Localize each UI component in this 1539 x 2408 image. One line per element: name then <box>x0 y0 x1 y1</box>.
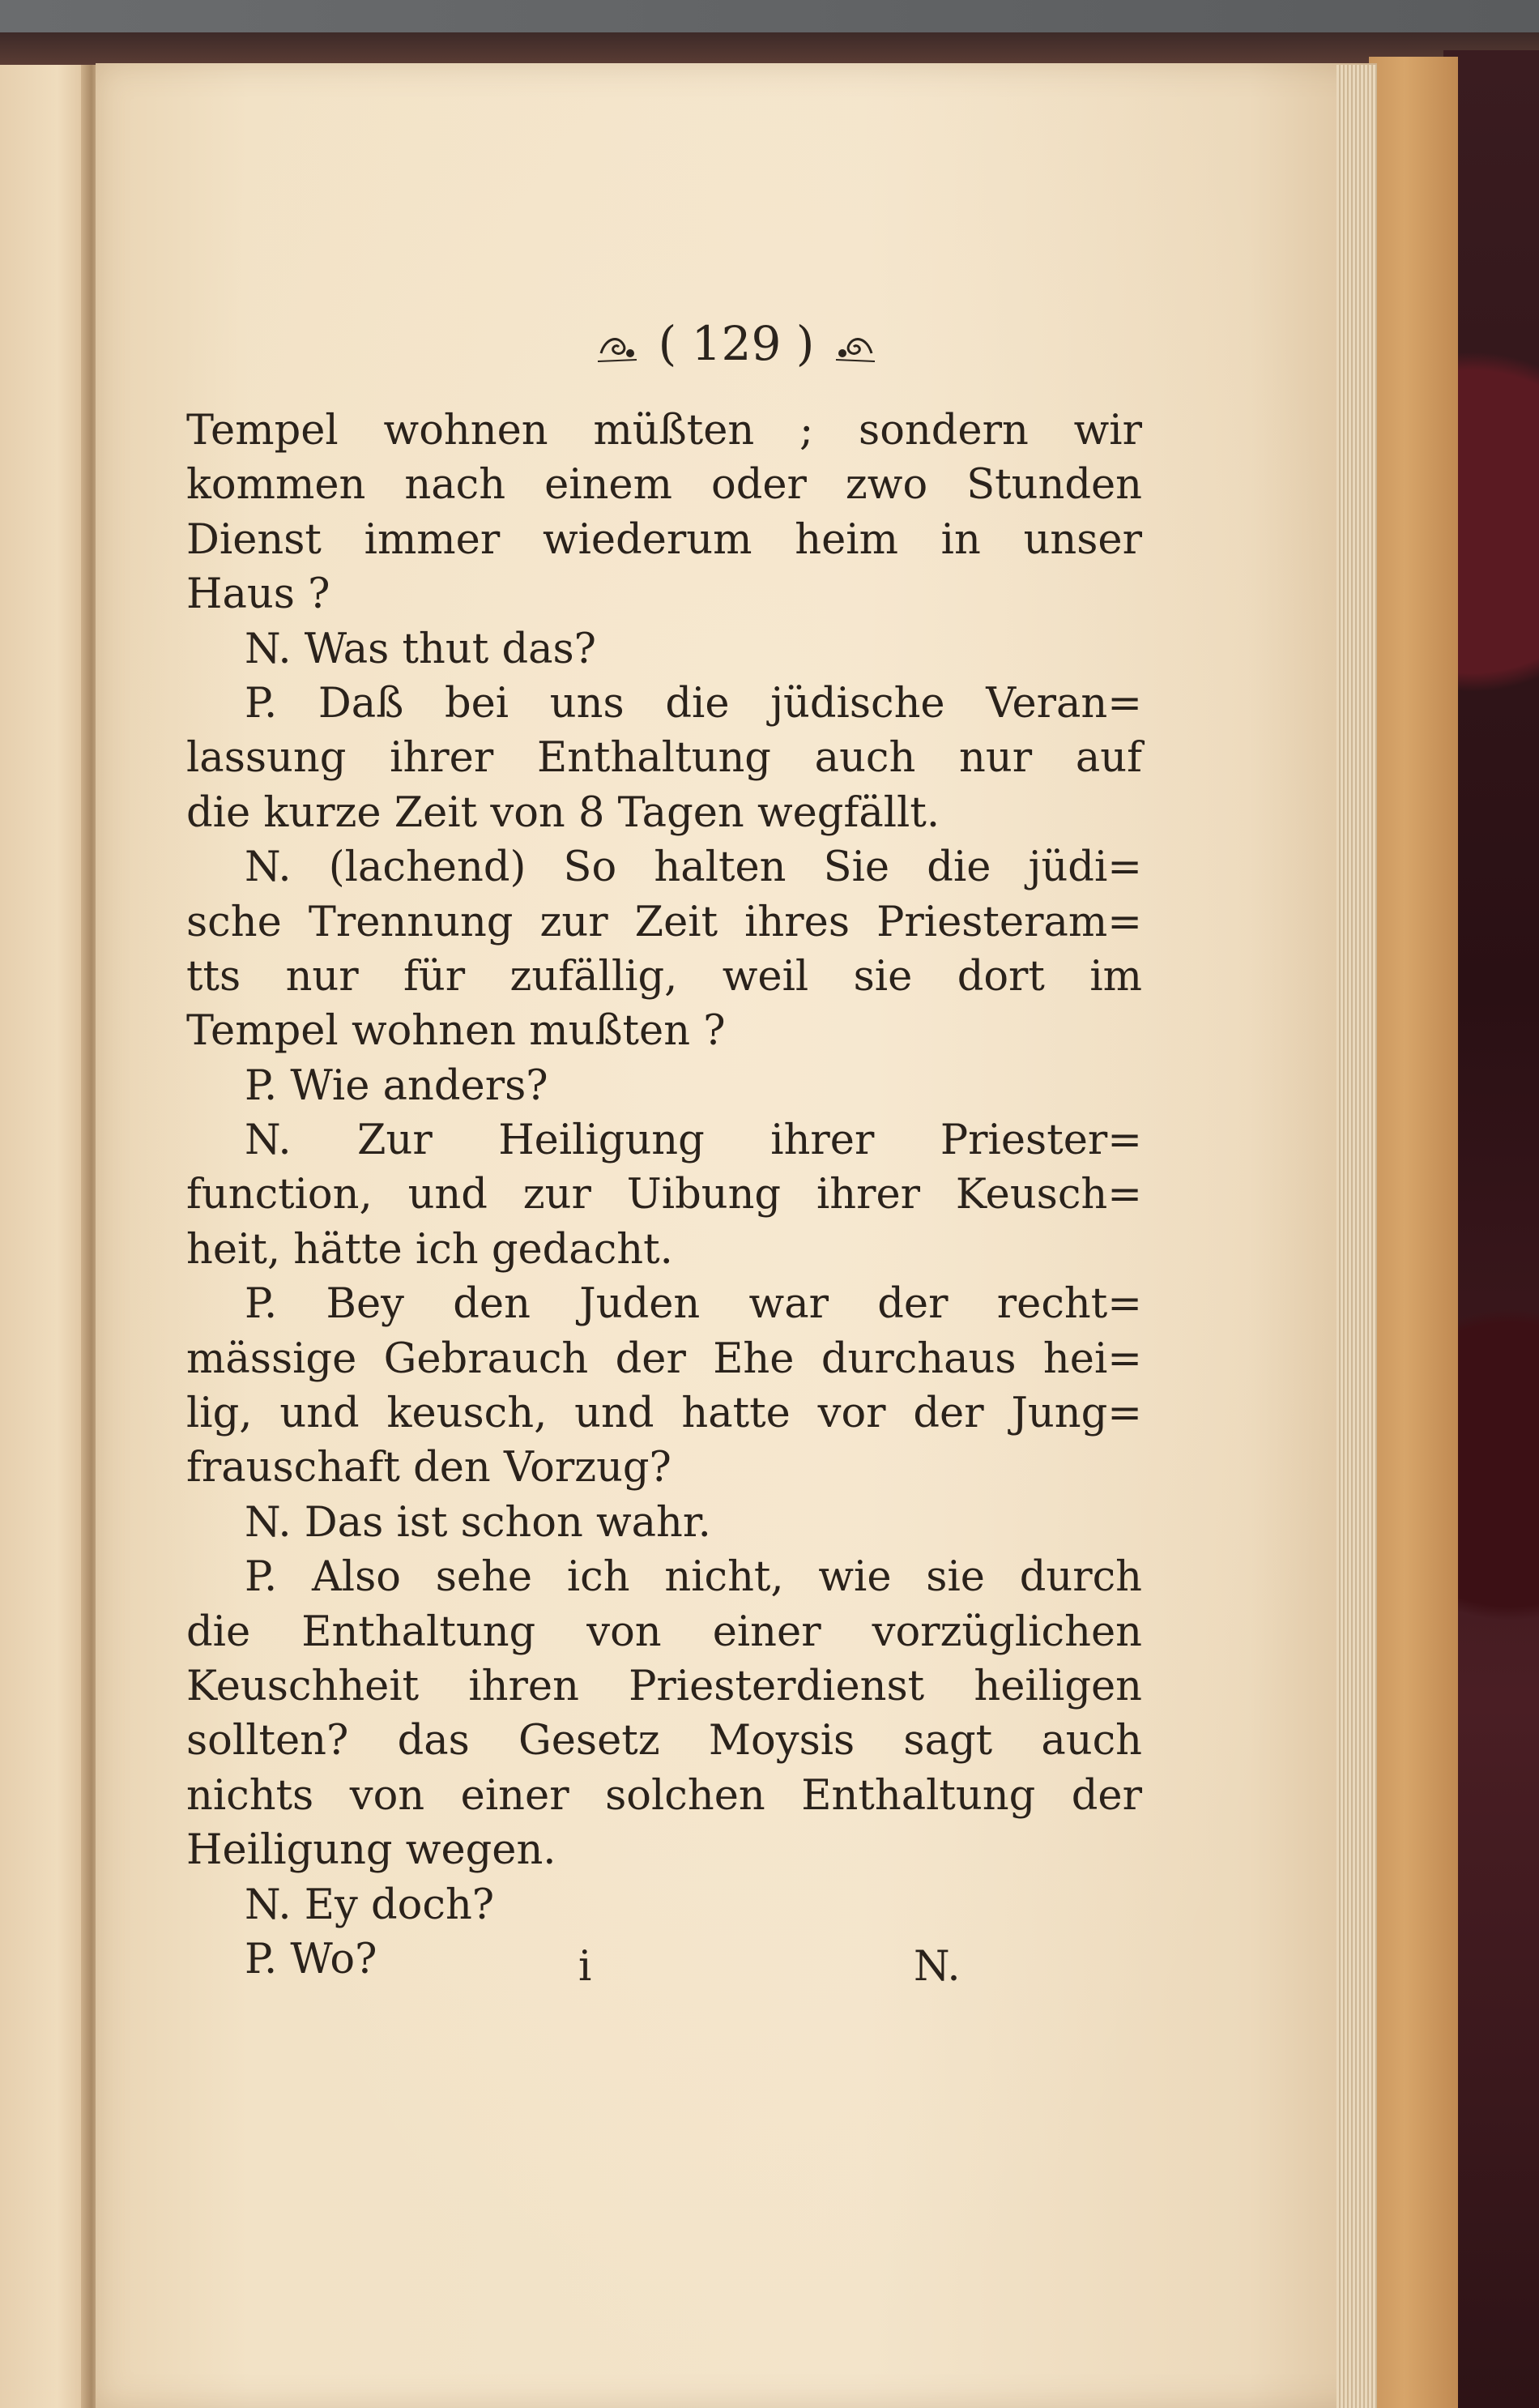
page-number: ( 129 ) <box>658 316 815 371</box>
text-line: die Enthaltung von einer vorzüglichen <box>186 1607 1142 1656</box>
page-footer <box>96 1943 1377 2008</box>
left-ornament-icon <box>595 329 643 366</box>
right-ornament-icon <box>829 329 878 366</box>
text-line: kommen nach einem oder zwo Stunden <box>186 461 1142 510</box>
right-page <box>96 63 1377 2408</box>
text-line: tts nur für zufällig, weil sie dort im <box>186 952 1142 1001</box>
text-line: Tempel wohnen müßten ; sondern wir <box>186 407 1142 455</box>
page-stack-edges <box>1336 65 1377 2408</box>
text-line: P. Wo? <box>245 1935 377 1983</box>
text-line: lassung ihrer Enthaltung auch nur auf <box>186 734 1142 783</box>
text-line: nichts von einer solchen Enthaltung der <box>186 1771 1142 1820</box>
text-line: lig, und keusch, und hatte vor der Jung= <box>186 1390 1142 1438</box>
text-line: Keuschheit ihren Priesterdienst heiligen <box>186 1662 1142 1710</box>
cover-board-edge <box>1369 57 1458 2408</box>
signature-mark: i <box>578 1943 592 1991</box>
text-line: Heiligung wegen. <box>186 1826 556 1875</box>
text-line: P. Wie anders? <box>245 1061 548 1110</box>
text-line: P. Also sehe ich nicht, wie sie durch <box>245 1553 1142 1602</box>
text-line: N. Was thut das? <box>245 625 597 673</box>
text-line: function, und zur Uibung ihrer Keusch= <box>186 1171 1142 1219</box>
page-header <box>96 316 1377 371</box>
text-line: sollten? das Gesetz Moysis sagt auch <box>186 1717 1142 1765</box>
text-line: frauschaft den Vorzug? <box>186 1444 671 1492</box>
text-line: die kurze Zeit von 8 Tagen wegfällt. <box>186 788 940 837</box>
text-line: P. Daß bei uns die jüdische Veran= <box>245 679 1142 728</box>
text-line: N. Ey doch? <box>245 1881 495 1929</box>
text-line: N. Das ist schon wahr. <box>245 1498 711 1547</box>
text-line: N. (lachend) So halten Sie die jüdi= <box>245 843 1142 892</box>
text-line: Tempel wohnen mußten ? <box>186 1007 726 1056</box>
text-line: mässige Gebrauch der Ehe durchaus hei= <box>186 1334 1142 1383</box>
text-line: P. Bey den Juden war der recht= <box>245 1280 1142 1329</box>
text-line: sche Trennung zur Zeit ihres Priesteram= <box>186 898 1142 946</box>
catchword: N. <box>914 1943 961 1991</box>
text-line: Dienst immer wiederum heim in unser <box>186 515 1142 564</box>
book-cover-top <box>0 32 1539 65</box>
text-line: N. Zur Heiligung ihrer Priester= <box>245 1116 1142 1165</box>
body-text <box>186 403 1142 1987</box>
text-line: Haus ? <box>186 570 330 619</box>
text-line: heit, hätte ich gedacht. <box>186 1225 673 1274</box>
